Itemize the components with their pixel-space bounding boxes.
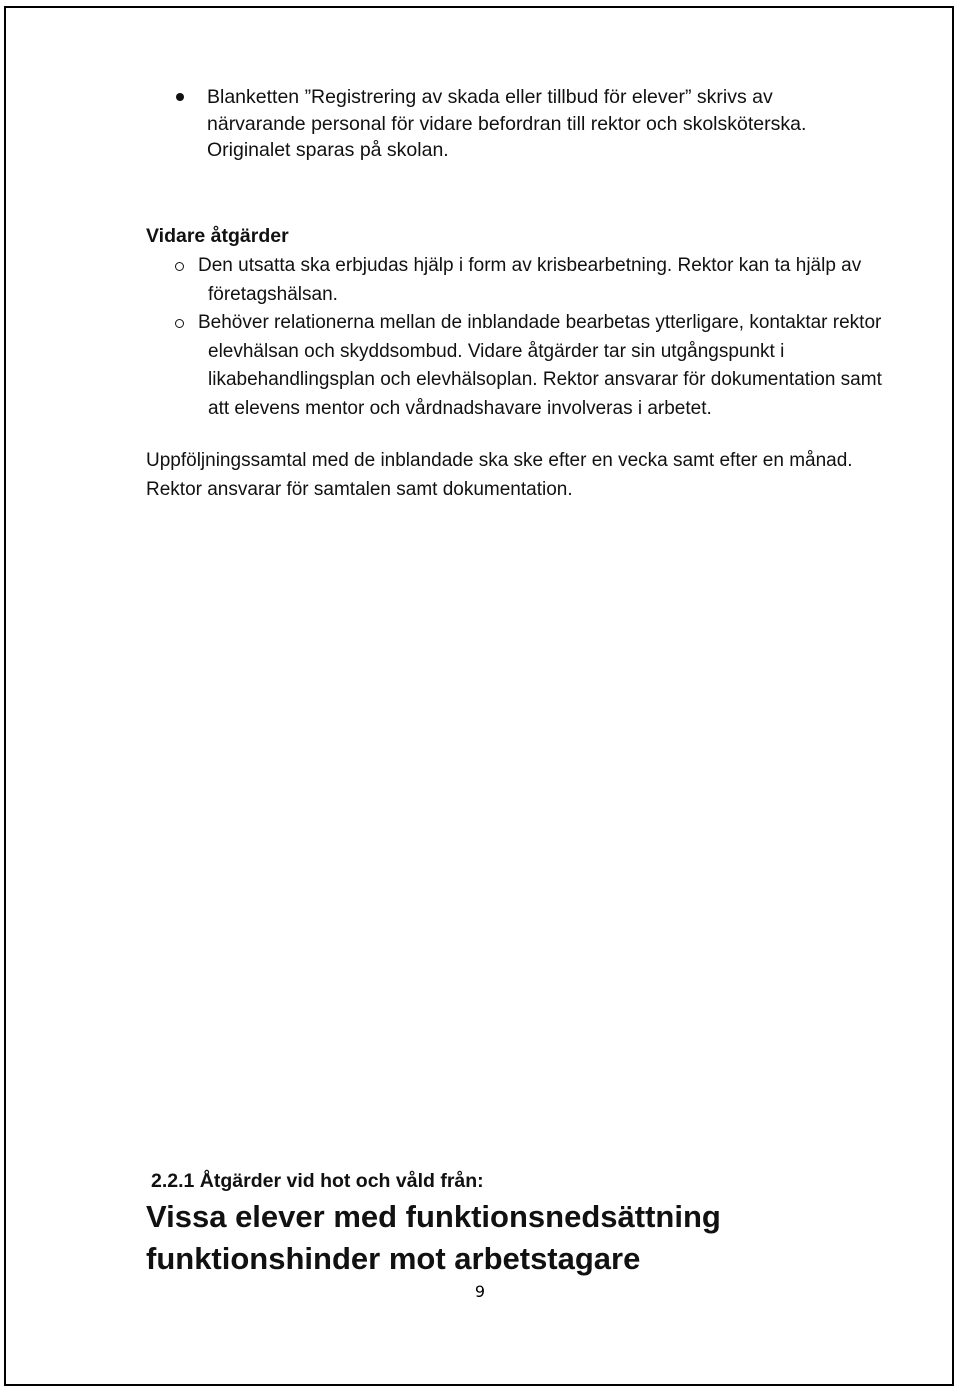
bullet-list-registration [172, 84, 872, 164]
bullet-list-vidare [172, 252, 892, 423]
section-title: Vissa elever med funktionsnedsättning funktionshinder mot arbetstagare [146, 1199, 721, 1276]
section-heading-2-2-1: 2.2.1 Åtgärder vid hot och våld från: [151, 1170, 484, 1192]
followup-paragraph: Uppföljningssamtal med de inblandade ska ske efter en vecka samt efter en månad. Rektor ansvarar för samtalen samt dokumentation. [146, 450, 853, 500]
list-item [172, 252, 892, 309]
page-number: 9 [474, 1282, 486, 1301]
list-item-text: Behöver relationerna mellan de inblandade bearbetas ytterligare, kontaktar rektor elevhälsan och skyddsombud. Vidare åtgärder tar sin utgångspunkt i likabehandlingsplan och elevhälsoplan. Rektor ansvarar för dokumentation samt att elevens mentor och vårdnadshavare involveras i arbetet. [198, 312, 882, 419]
bullet-icon [176, 93, 184, 101]
bullet-icon [175, 262, 184, 271]
list-item [172, 84, 872, 164]
list-item-text: Den utsatta ska erbjudas hjälp i form av krisbearbetning. Rektor kan ta hjälp av företagshälsan. [198, 255, 862, 305]
list-item [172, 309, 892, 423]
section-heading-vidare: Vidare åtgärder [146, 225, 289, 247]
bullet-icon [175, 319, 184, 328]
list-item-text: Blanketten ”Registrering av skada eller tillbud för elever” skrivs av närvarande personal för vidare befordran till rektor och skolsköterska. Originalet sparas på skolan. [207, 86, 807, 161]
